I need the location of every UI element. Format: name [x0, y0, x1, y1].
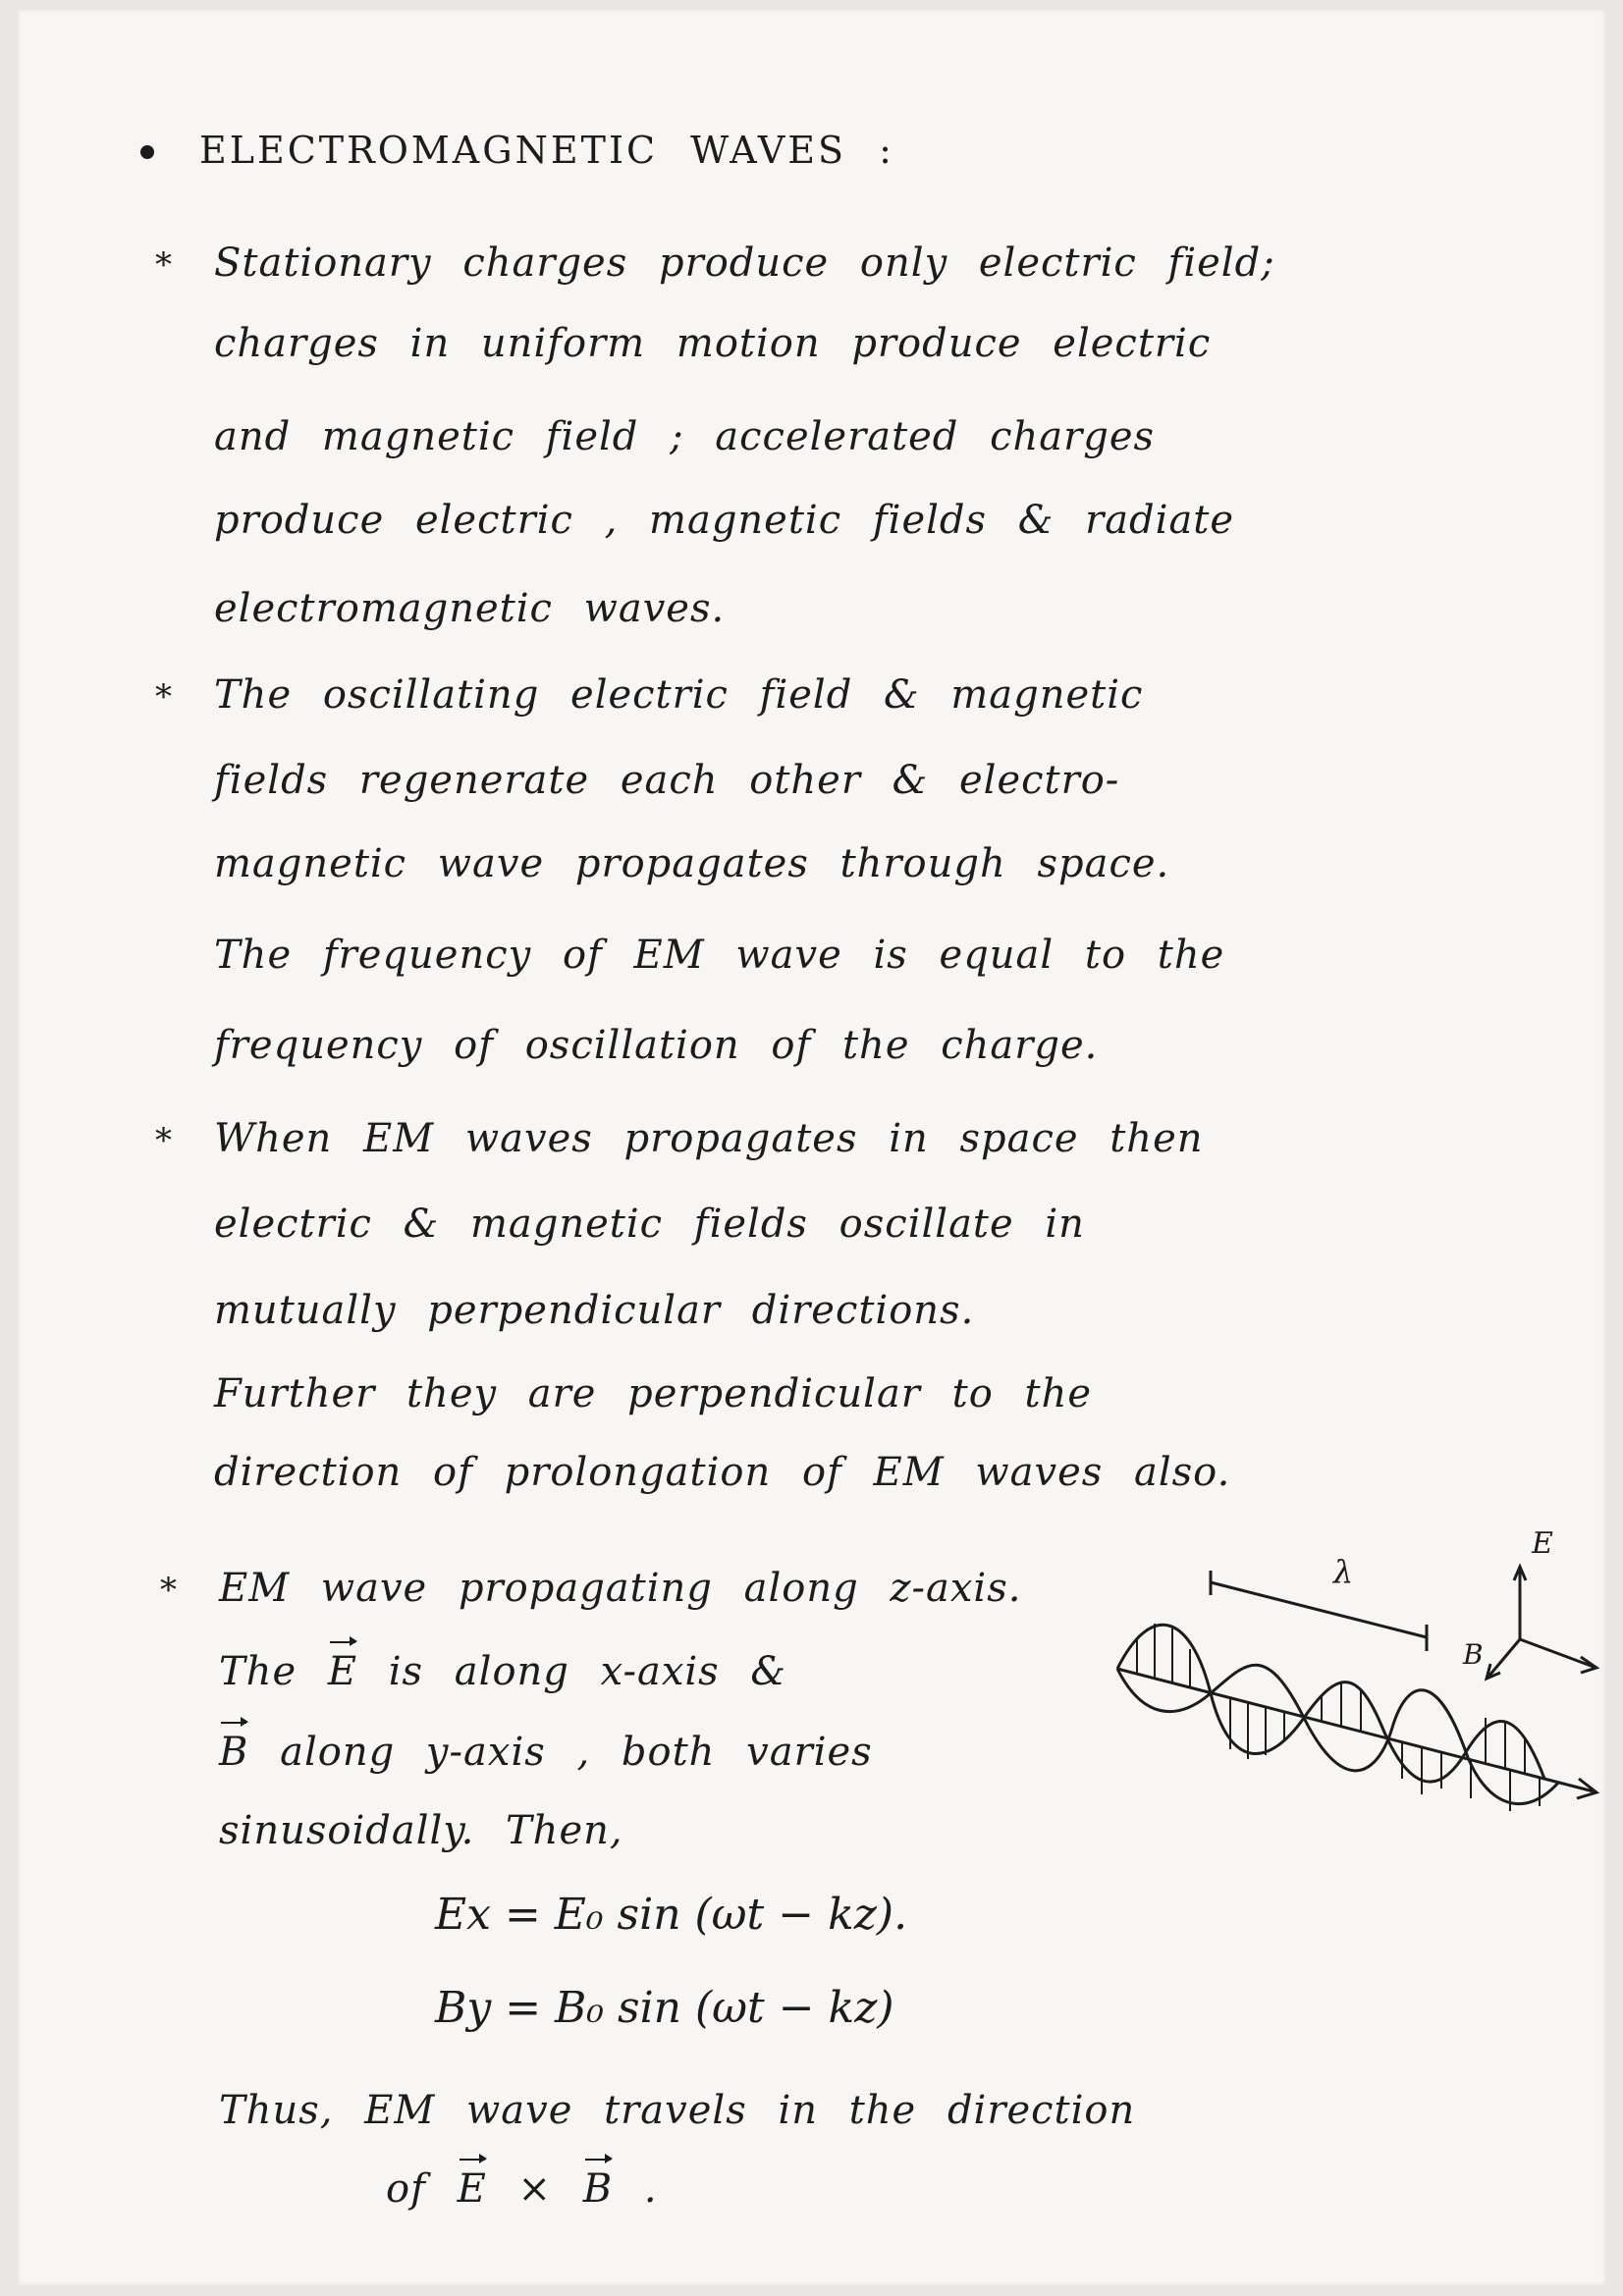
- title-bullet: [140, 145, 154, 159]
- p4-line-2: The E is along x-axis &: [219, 1649, 787, 1694]
- conclusion-line-2: of E × B .: [386, 2166, 658, 2212]
- p4-line-3: B along y-axis , both varies: [219, 1730, 873, 1775]
- p2-line-2: fields regenerate each other & electro-: [214, 758, 1120, 803]
- p1-line-4: produce electric , magnetic fields & radiate: [214, 498, 1235, 543]
- p2-line-1: The oscillating electric field & magnetic: [214, 672, 1144, 718]
- triad-z-axis: [1520, 1639, 1594, 1667]
- page-title: ELECTROMAGNETIC WAVES :: [199, 129, 894, 172]
- p3-line-4: Further they are perpendicular to the: [214, 1371, 1093, 1416]
- p3-line-5: direction of prolongation of EM waves also.: [214, 1450, 1231, 1495]
- b-vector-symbol-2: B: [582, 2166, 614, 2212]
- e-axis-label: E: [1532, 1526, 1553, 1561]
- p2-line-5: frequency of oscillation of the charge.: [214, 1023, 1099, 1068]
- equation-by: By = B₀ sin (ωt − kz): [435, 1983, 894, 2033]
- star-bullet-1: *: [155, 245, 172, 285]
- p2-line-3: magnetic wave propagates through space.: [214, 841, 1170, 886]
- p1-line-1: Stationary charges produce only electric field;: [214, 240, 1275, 286]
- star-bullet-3: *: [155, 1121, 172, 1160]
- b-vector-symbol: B: [219, 1730, 249, 1775]
- equation-ex: Ex = E₀ sin (ωt − kz).: [435, 1890, 908, 1940]
- p1-line-3: and magnetic field ; accelerated charges: [214, 414, 1156, 459]
- p3-line-3: mutually perpendicular directions.: [214, 1288, 975, 1333]
- p3-line-2: electric & magnetic fields oscillate in: [214, 1201, 1085, 1247]
- lambda-line: [1211, 1582, 1427, 1637]
- lambda-label: λ: [1333, 1553, 1354, 1590]
- triad-b-axis: [1488, 1639, 1520, 1677]
- e-vector-symbol-2: E: [457, 2166, 487, 2212]
- notebook-page: [18, 10, 1605, 2285]
- star-bullet-2: *: [155, 677, 172, 717]
- em-wave-diagram: [1098, 1522, 1608, 1855]
- e-vector-symbol: E: [327, 1649, 358, 1694]
- p1-line-5: electromagnetic waves.: [214, 586, 726, 631]
- p3-line-1: When EM waves propagates in space then: [214, 1116, 1204, 1161]
- conclusion-line-1: Thus, EM wave travels in the direction: [219, 2088, 1136, 2133]
- p1-line-2: charges in uniform motion produce electric: [214, 321, 1212, 366]
- p2-line-4: The frequency of EM wave is equal to the: [214, 933, 1225, 978]
- p4-line-4: sinusoidally. Then,: [219, 1808, 623, 1853]
- p4-line-1: EM wave propagating along z-axis.: [219, 1566, 1022, 1611]
- b-axis-label: B: [1463, 1638, 1484, 1671]
- star-bullet-4: *: [160, 1571, 177, 1610]
